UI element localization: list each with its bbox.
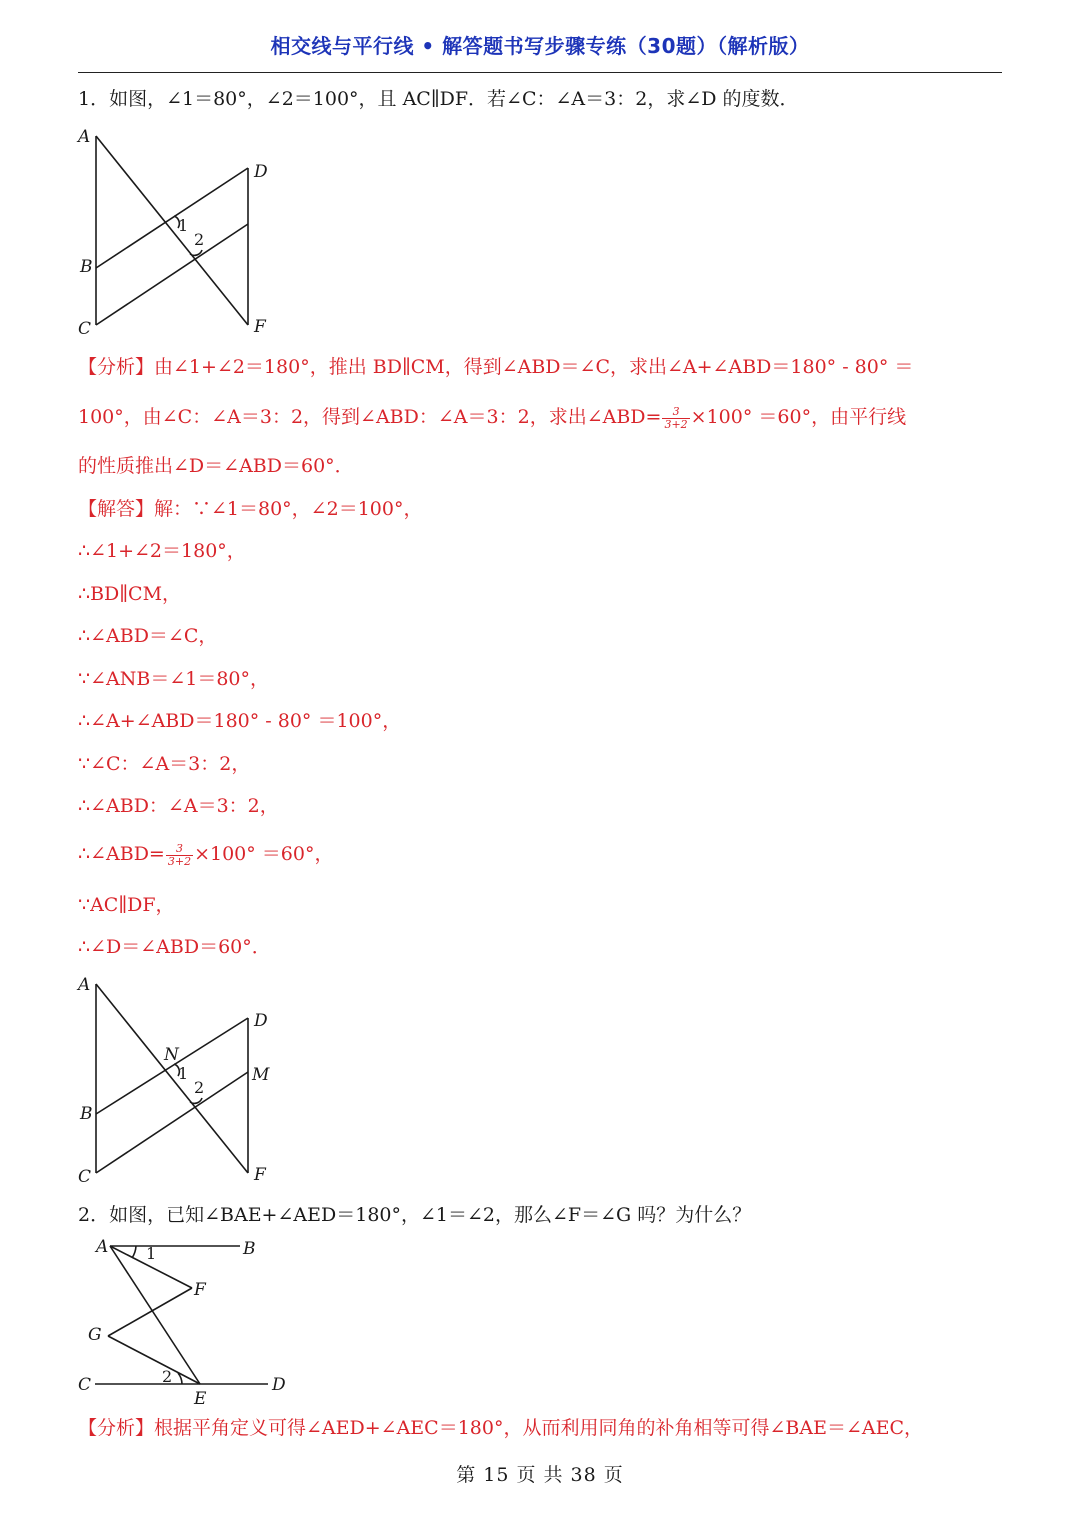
fraction-denominator: 3+2 xyxy=(167,854,192,868)
solution-step-fraction-prefix: ∴∠ABD= xyxy=(78,843,165,865)
page-header-title: 相交线与平行线 • 解答题书写步骤专练（30题）（解析版） xyxy=(270,34,810,58)
label-angle-2: 2 xyxy=(194,230,205,249)
line-FG xyxy=(108,1288,192,1336)
line-BD xyxy=(96,168,248,268)
label-angle-2: 2 xyxy=(162,1367,173,1386)
line-GE xyxy=(108,1336,200,1384)
fraction-numerator: 3 xyxy=(662,406,689,419)
label-M: M xyxy=(252,1065,270,1085)
label-B: B xyxy=(243,1239,256,1259)
question-2-text: 2．如图，已知∠BAE+∠AED＝180°，∠1＝∠2，那么∠F＝∠G 吗？为什么？ xyxy=(78,1204,752,1226)
solution-step-fraction xyxy=(78,841,1008,868)
angle-2-arc xyxy=(190,250,202,255)
solution-step: ∴∠1+∠2＝180°， xyxy=(78,540,246,562)
label-D: D xyxy=(254,162,268,182)
fraction xyxy=(166,843,193,868)
fraction-numerator: 3 xyxy=(166,843,193,856)
fraction-denominator: 3+2 xyxy=(664,417,688,431)
solution-step-fraction-suffix: ×100° ＝60°， xyxy=(194,843,334,865)
label-angle-1: 1 xyxy=(178,1064,189,1083)
solution-step: ∴∠D＝∠ABD＝60°． xyxy=(78,936,271,958)
label-F: F xyxy=(194,1280,206,1300)
label-D: D xyxy=(272,1375,286,1395)
label-A: A xyxy=(78,975,91,995)
solution-step: ∴∠ABD＝∠C， xyxy=(78,625,218,647)
label-angle-1: 1 xyxy=(178,216,189,235)
label-D: D xyxy=(254,1011,268,1031)
angle-1-arc xyxy=(132,1246,136,1258)
line-BD xyxy=(96,1018,248,1114)
solution-1-intro: 【解答】解：∵∠1＝80°，∠2＝100°， xyxy=(78,498,423,520)
analysis-1-line-1: 【分析】由∠1+∠2＝180°，推出 BD∥CM，得到∠ABD＝∠C，求出∠A+∠ABD＝180° - 80° ＝ xyxy=(78,356,914,378)
analysis-2-line-1: 【分析】根据平角定义可得∠AED+∠AEC＝180°，从而利用同角的补角相等可得∠BAE＝∠AEC， xyxy=(78,1417,924,1439)
label-angle-1: 1 xyxy=(146,1244,157,1263)
label-A: A xyxy=(96,1237,109,1257)
label-B: B xyxy=(80,1104,93,1124)
solution-step: ∴BD∥CM， xyxy=(78,583,182,605)
label-A: A xyxy=(78,127,91,147)
label-angle-2: 2 xyxy=(194,1078,205,1097)
line-CM xyxy=(96,224,248,325)
angle-2-arc xyxy=(190,1098,202,1103)
figure-2 xyxy=(70,1234,300,1409)
line-AE xyxy=(110,1246,200,1384)
solution-step: ∴∠A+∠ABD＝180° - 80° ＝100°， xyxy=(78,710,402,732)
analysis-1-line-2 xyxy=(78,404,1008,431)
line-AF xyxy=(96,136,248,325)
figure-1 xyxy=(70,120,290,340)
fraction xyxy=(662,406,689,431)
header-divider xyxy=(78,72,1002,73)
label-F: F xyxy=(254,1165,266,1185)
analysis-1-line-2-start: 100°，由∠C：∠A＝3：2，得到∠ABD：∠A＝3：2，求出∠ABD= xyxy=(78,406,662,428)
line-AF xyxy=(96,984,248,1173)
label-C: C xyxy=(78,1375,92,1395)
label-F: F xyxy=(254,317,266,337)
solution-step: ∵∠C：∠A＝3：2， xyxy=(78,753,251,775)
label-E: E xyxy=(194,1389,207,1409)
label-G: G xyxy=(88,1325,102,1345)
label-C: C xyxy=(78,1167,92,1187)
label-B: B xyxy=(80,257,93,277)
solution-step: ∵∠ANB＝∠1＝80°， xyxy=(78,668,270,690)
label-C: C xyxy=(78,319,92,339)
line-CM xyxy=(96,1072,248,1173)
solution-step: ∵AC∥DF， xyxy=(78,894,175,916)
analysis-1-line-2-end: ×100° ＝60°，由平行线 xyxy=(690,406,907,428)
analysis-1-line-3: 的性质推出∠D＝∠ABD＝60°． xyxy=(78,455,354,477)
solution-step: ∴∠ABD：∠A＝3：2， xyxy=(78,795,279,817)
page-number-footer: 第 15 页 共 38 页 xyxy=(456,1464,624,1486)
question-1-text: 1．如图，∠1＝80°，∠2＝100°，且 AC∥DF．若∠C：∠A＝3：2，求∠D 的度数． xyxy=(78,88,799,110)
label-N: N xyxy=(164,1045,179,1065)
figure-1-annotated xyxy=(70,968,290,1188)
